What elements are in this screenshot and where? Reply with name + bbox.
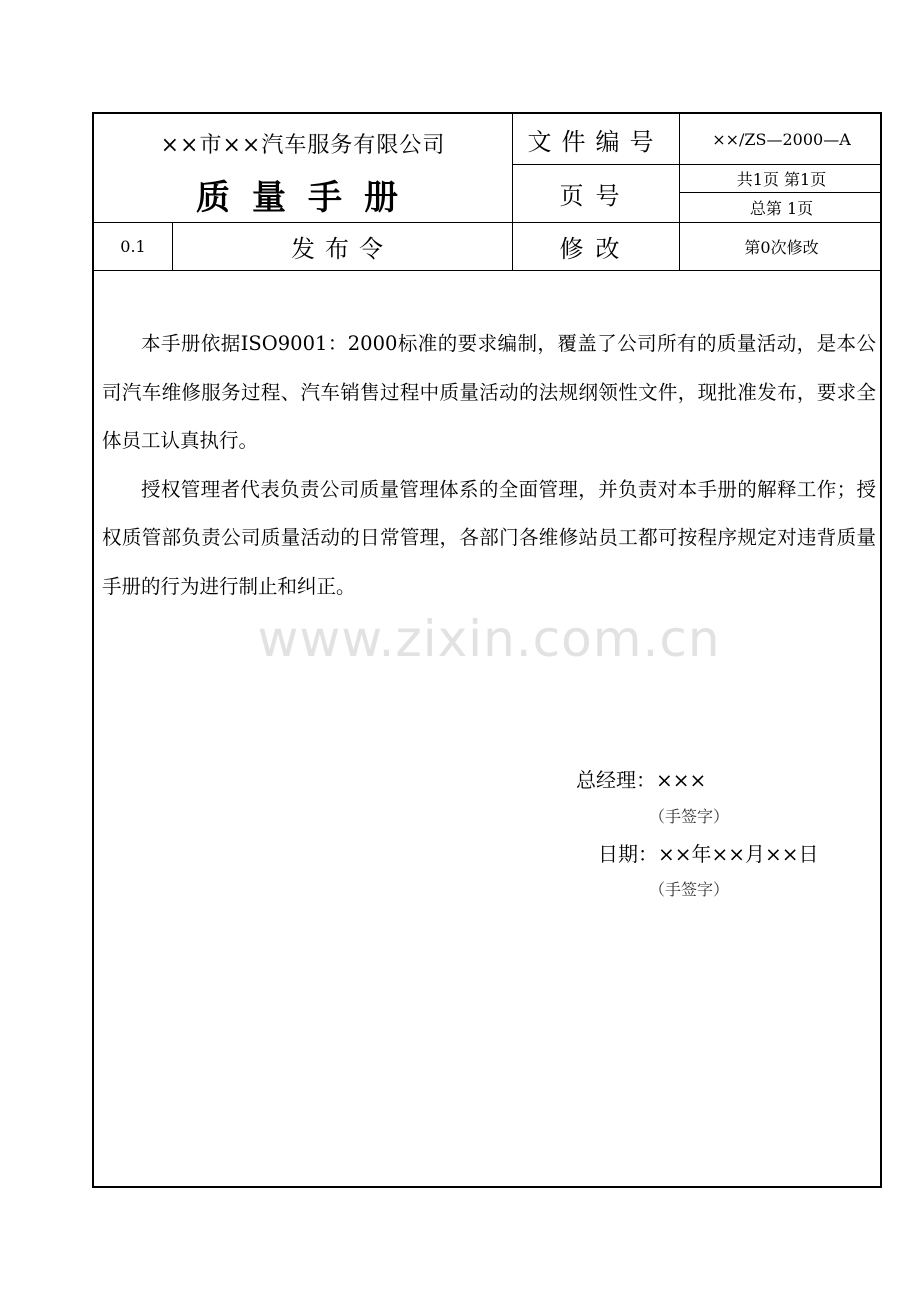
page-total-value: 总第 1页: [749, 198, 814, 218]
manual-title: 质量手册: [196, 177, 420, 218]
section-number: 0.1: [120, 236, 146, 256]
paragraph: 授权管理者代表负责公司质量管理体系的全面管理，并负责对本手册的解释工作；授权质管部负责公司质量活动的日常管理，各部门各维修站员工都可按程序规定对违背质量手册的行为进行制止和纠正。: [102, 477, 876, 598]
row-divider-section: [94, 270, 880, 271]
body-text: [102, 320, 876, 611]
doc-number-value: ××/ZS—2000—A: [712, 129, 851, 149]
paragraph: 本手册依据ISO9001：2000标准的要求编制，覆盖了公司所有的质量活动，是本公司汽车维修服务过程、汽车销售过程中质量活动的法规纲领性文件，现批准发布，要求全体员工认真执行。: [102, 332, 876, 452]
date-signature-note: （手签字）: [649, 880, 730, 899]
revision-value: 第0次修改: [744, 237, 819, 257]
watermark: www.zixin.com.cn: [257, 610, 721, 668]
company-name: ××市××汽车服务有限公司: [160, 132, 446, 158]
page-number-label: 页号: [559, 181, 632, 210]
date-line: 日期：××年××月××日: [598, 842, 819, 866]
document-frame: [92, 112, 882, 1188]
revision-label: 修改: [559, 234, 632, 263]
manager-signature-note: （手签字）: [649, 807, 730, 826]
section-title: 发布令: [291, 234, 393, 263]
page-of-value: 共1页 第1页: [736, 169, 827, 189]
doc-number-label: 文件编号: [527, 127, 664, 156]
manager-signature-line: 总经理：×××: [576, 768, 707, 792]
